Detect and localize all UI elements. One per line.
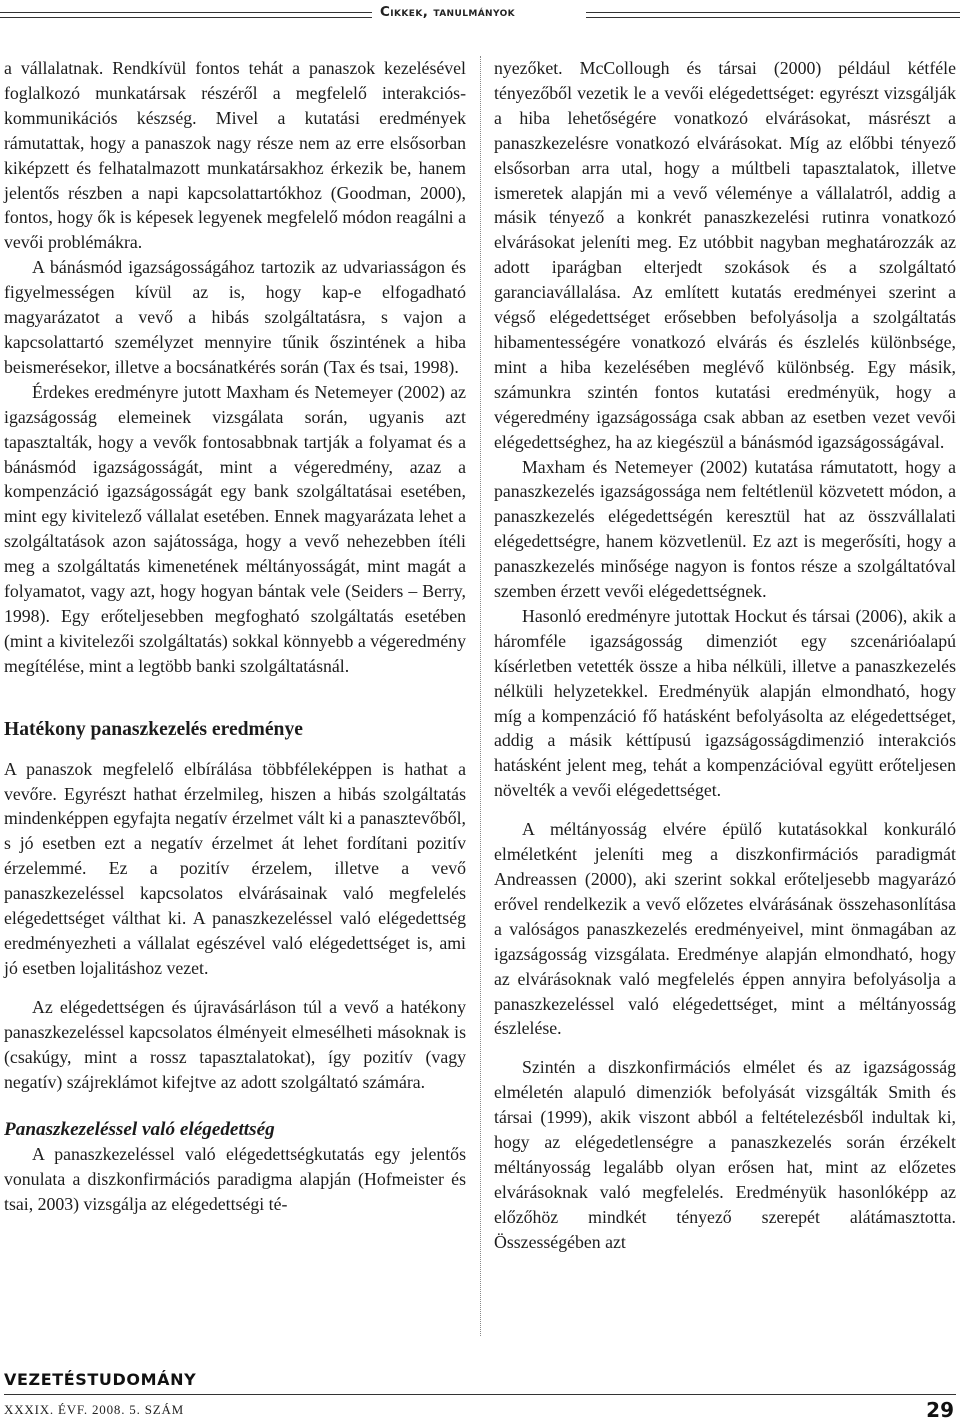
paragraph: A bánásmód igazságosságához tartozik az udvariasságon és figyelmességen kívül az is, hogy kap-e elfogadható magyarázatot a vevő a hibás szolgáltatásra, s vajon a kapcsolattartó személyzet mennyire tűnik őszintének a hiba beismerésekor, illetve a bocsánatkérés során (Tax és tsai, 1998). bbox=[4, 257, 466, 377]
subsection-heading: Panaszkezeléssel való elégedettség bbox=[4, 1119, 275, 1141]
section-title: Cikkek, tanulmányok bbox=[380, 4, 516, 20]
paragraph: a vállalatnak. Rendkívül fontos tehát a panaszok kezelésével foglalkozó munkatársak részéről a megfelelő interakciós-kommunikációs készség. Mivel a kutatási eredmények rámutattak, hogy a panaszok nagy része nem az erre elsősorban kiképzett és felhatalmazott munkatársakhoz érkezik be, hanem jelentős részben a napi kapcsolattartókhoz (Goodman, 2000), fontos, hogy ők is képesek legyenek megfelelő módon reagálni a vevői problémákra. bbox=[4, 58, 466, 253]
running-header bbox=[0, 0, 960, 28]
left-column bbox=[4, 56, 466, 1217]
header-rule-left bbox=[0, 12, 372, 18]
column-divider bbox=[480, 56, 481, 1336]
header-rule-right bbox=[586, 12, 960, 18]
footer-rule bbox=[4, 1394, 956, 1395]
issue-info: XXXIX. ÉVF. 2008. 5. SZÁM bbox=[4, 1402, 185, 1417]
paragraph: Az elégedettségen és újravásárláson túl a vevő a hatékony panaszkezeléssel kapcsolatos élményeit elmesélheti másoknak is (csakúgy, mint a rossz tapasztalatokat), így pozitív (vagy negatív) szájreklámot kifejtve az adott szolgáltató számára. bbox=[4, 996, 466, 1092]
paragraph: Érdekes eredményre jutott Maxham és Netemeyer (2002) az igazságosság elemeinek vizsgálata során, ugyanis azt tapasztalták, hogy a vevők fontosabbnak tartják a folyamat és a bánásmód igazságosságát, mint a végeredmény, azaz a kompenzáció igazságosságát egy bank szolgáltatásai esetében, mint egy kivitelező vállalat esetében. Ennek magyarázata lehet a szolgáltatások azon sajátossága, hogy a vevő nehezebben ítéli meg a szolgáltatás kimenetének méltányosságát, mint magát a folyamatot, vagy azt, hogy hogyan bántak vele (Seiders – Berry, 1998). Egy erőteljesebben megfogható szolgáltatás esetében (mint a kivitelezői szolgáltatás) sokkal könnyebb a végeredmény megítélése, mint a legtöbb banki szolgáltatásnál. bbox=[4, 381, 466, 676]
section-heading: Hatékony panaszkezelés eredménye bbox=[4, 718, 303, 740]
journal-name: VEZETÉSTUDOMÁNY bbox=[4, 1370, 197, 1389]
right-column bbox=[494, 56, 956, 1255]
paragraph: A panaszok megfelelő elbírálása többféleképpen is hathat a vevőre. Egyrészt hathat érzelmileg, hiszen a hibás szolgáltatás mindenképpen egyfajta negatív érzelmet vált ki a panasztevőből, s jó esetben ezt a negatív érzelmet át lehet fordítani pozitív érzelemmé. Ez a pozitív érzelem, illetve a vevő panaszkezeléssel kapcsolatos elvárásainak való megfelelés elégedettséget válthat ki. A panaszkezeléssel való elégedettség eredményezheti a vállalat egészével való elégedettséget is, ami jó esetben lojalitáshoz vezet. bbox=[4, 758, 466, 978]
paragraph: A panaszkezeléssel való elégedettségkutatás egy jelentős vonulata a diszkonfirmációs paradigma alapján (Hofmeister és tsai, 2003) vizsgálja az elégedettségi té- bbox=[4, 1144, 466, 1215]
paragraph: A méltányosság elvére épülő kutatásokkal konkuráló elméletként jeleníti meg a diszkonfirmációs paradigmát Andreassen (2000), aki szerint sokkal erőteljesebb magyarázó erővel rendelkezik a vevő előzetes elvárásának összehasonlítása a valóságos panaszkezelés eredményeivel, mint önmagában az igazságosság vizsgálata. Eredménye alapján elmondható, hogy az elvárásoknak való megfelelés éppen annyira befolyásolja a panaszkezeléssel való elégedettséget, mint a méltányosság észlelése. bbox=[494, 819, 956, 1039]
paragraph: nyezőket. McCollough és társai (2000) például kétféle tényezőből vezetik le a vevői elégedettséget: egyrészt vizsgálják a hiba lehetőségére vonatkozó elvárásokat, másrészt a panaszkezelésre vonatkozó elvárásokat. Míg az előbbi tényező elsősorban arra utal, hogy a múltbeli tapasztalatok, illetve ismeretek alapján mi a vevő véleménye a vállalatról, addig a másik tényező a konkrét panaszkezelési rutinra vonatkozó elvárásokat jeleníti meg. Ez utóbbit nagyban meghatározzák az adott iparágban elterjedt szokások és a szolgáltató garanciavállalása. Az említett kutatás eredményei szerint a végső elégedettséget erősebben befolyásolja a szolgáltatás hibamentességére vonatkozó elvárás és észlelés különbsége, mint a hiba kezelésében meglévő különbség. Egy másik, számunkra szintén fontos kutatási eredményük, hogy a végeredmény igazságossága csak abban az esetben vezet vevői elégedettséghez, ha az kiegészül a bánásmód igazságosságával. bbox=[494, 58, 956, 452]
page-number: 29 bbox=[926, 1398, 954, 1422]
paragraph: Hasonló eredményre jutottak Hockut és társai (2006), akik a háromféle igazságosság dimenziót egy szcenárióalapú kísérletben vetették össze a hiba nélküli, illetve a panaszkezelés nélküli helyzetekkel. Eredményük alapján elmondható, hogy míg a kompenzáció fő hatásként befolyásolta az elégedettséget, addig a másik kéttípusú igazságosságdimenzió interakciós hatásként jelent meg, tehát a kompenzációval együtt erőteljesen növelték a vevői elégedettséget. bbox=[494, 605, 956, 801]
paragraph: Maxham és Netemeyer (2002) kutatása rámutatott, hogy a panaszkezelés igazságossága nem feltétlenül közvetett módon, a panaszkezelés elégedettségén keresztül hat az összvállalati elégedettségre, hanem közvetlenül. Ez azt is megerősíti, hogy a panaszkezelés minősége nagyon is fontos része a szolgáltatóval szemben érzett vevői elégedettségnek. bbox=[494, 456, 956, 602]
paragraph: Szintén a diszkonfirmációs elmélet és az igazságosság elméletén alapuló dimenziók befolyását vizsgálták Smith és társai (1999), akik viszont abból a feltételezésből indultak ki, hogy az elégedetlenségre a panaszkezelés során érzékelt méltányosság legalább olyan erősen hat, mint az előzetes elvárásoknak való megfelelés. Eredményük hasonlóképp az előzőhöz mindkét tényező szerepét alátámasztotta. Összességében azt bbox=[494, 1057, 956, 1252]
